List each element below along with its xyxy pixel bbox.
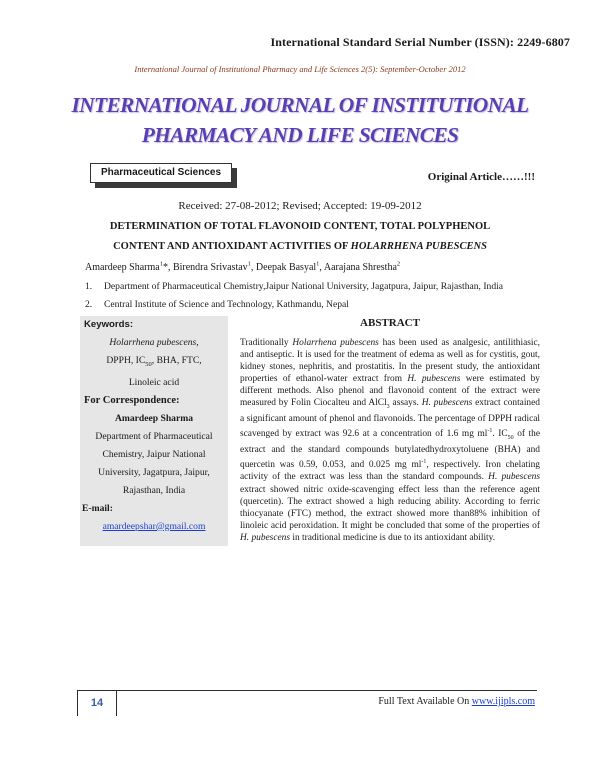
author — [324, 262, 400, 273]
footer-divider — [77, 690, 537, 691]
email-label: E-mail: — [82, 502, 113, 514]
correspondence-name: Amardeep Sharma — [114, 412, 194, 424]
abs-seg: 50 — [507, 435, 514, 442]
correspondence-label: For Correspondence: — [84, 394, 180, 406]
affiliation-1 — [85, 281, 503, 292]
abs-seg: Traditionally — [240, 338, 293, 348]
abstract-heading: ABSTRACT — [360, 317, 420, 329]
category-box: Pharmaceutical Sciences — [90, 163, 232, 183]
affiliation-number: 1. — [85, 281, 93, 292]
abs-seg: Holarrhena pubescens — [292, 338, 379, 348]
author-sup: 1 — [247, 261, 251, 268]
author-sep: , — [250, 262, 256, 274]
author — [85, 262, 173, 273]
keywords-line1: Holarrhena pubescens, — [109, 337, 199, 348]
affiliation-2 — [85, 299, 349, 310]
keywords-line2 — [80, 352, 228, 374]
affiliation-number: 2. — [85, 299, 93, 310]
sidebar-panel — [80, 316, 228, 546]
author-sup: 1 — [159, 261, 163, 268]
abs-seg: assays. — [389, 398, 422, 409]
abs-seg: . IC — [492, 429, 508, 440]
journal-citation-line: International Journal of Institutional Pharmacy and Life Sciences 2(5): September-October 2012 — [134, 64, 466, 74]
affiliation-text: Central Institute of Science and Technology, Kathmandu, Nepal — [104, 299, 349, 310]
article-title-line1: DETERMINATION OF TOTAL FLAVONOID CONTENT, TOTAL POLYPHENOL — [109, 221, 491, 232]
abs-seg: -1 — [487, 428, 493, 435]
abs-seg: H. pubescens — [240, 532, 290, 543]
abs-seg: 3 — [386, 404, 390, 411]
abs-seg: -1 — [421, 459, 427, 466]
abs-seg: extract showed nitric oxide-scavenging effect less than the reference agent (quercetin). The extract showed a high reducing ability. According to ferric thiocyanate (FTC) method, the extract showed more than88% inhibition of linoleic acid peroxidation. It might be concluded that some of the properties of — [240, 484, 540, 531]
abs-seg: in traditional medicine is due to its antioxidant ability. — [290, 532, 496, 543]
abs-seg: were estimated by different methods. Also phenol and flavonoid content of the extract were measured by Folin Ciocalteu and AlCl — [240, 374, 540, 409]
abs-seg: H. pubescens — [421, 398, 473, 409]
article-title-prefix: CONTENT AND ANTIOXIDANT ACTIVITIES OF — [113, 241, 351, 252]
author-sep: *, — [162, 262, 173, 274]
author-name: Birendra Srivastav — [172, 262, 248, 274]
email-link[interactable]: amardeepshar@gmail.com — [102, 520, 206, 532]
received-dates: Received: 27-08-2012; Revised; Accepted: 19-09-2012 — [178, 200, 422, 212]
issn-header: International Standard Serial Number (ISSN): 2249-6807 — [270, 35, 570, 49]
author — [173, 262, 256, 273]
author — [256, 262, 324, 273]
author-sup: 2 — [396, 261, 401, 268]
full-text-note — [378, 696, 535, 707]
address-line: Rajasthan, India — [122, 484, 186, 496]
abs-seg: H. pubescens — [488, 472, 540, 483]
author-name: Amardeep Sharma — [85, 262, 160, 274]
address-line: Department of Pharmaceutical — [95, 430, 213, 442]
abs-seg: H. pubescens — [407, 374, 461, 385]
page-number: 14 — [90, 697, 104, 709]
author-sep: , — [319, 262, 324, 274]
address-line: University, Jagatpura, Jaipur, — [98, 466, 210, 478]
keywords-line3: Linoleic acid — [128, 376, 180, 388]
author-name: Aarajana Shrestha — [323, 262, 397, 274]
abstract-body — [240, 337, 540, 544]
address-line: Chemistry, Jaipur National — [102, 448, 206, 460]
abs-seg: of the extract and the standard compounds butylatedhydroxytoluene (BHA) and quercetin was 0.59, 0.053, and 0.025 mg ml — [240, 429, 541, 471]
journal-url-link[interactable]: www.ijipls.com — [471, 696, 535, 707]
affiliation-text: Department of Pharmaceutical Chemistry,Jaipur National University, Jagatpura, Jaipur, Rajasthan, India — [104, 281, 504, 292]
author-sup: 1 — [316, 261, 320, 268]
keyword-bha: , BHA, FTC, — [151, 355, 202, 366]
author-list — [85, 261, 400, 273]
journal-title-line1: INTERNATIONAL JOURNAL OF INSTITUTIONAL — [71, 93, 529, 117]
article-title-line2 — [0, 241, 600, 252]
keyword-dpph: DPPH, IC — [106, 355, 146, 366]
keyword-sub: 50 — [145, 360, 152, 368]
abs-seg: , respectively. Iron chelating activity of the extract was less than the standard compounds. — [240, 460, 540, 483]
abs-seg: extract contained a significant amount of phenol and flavonoids. The percentage of DPPH radical scavenged by extract was 92.6 at a concentration of 1.6 mg ml — [240, 398, 540, 440]
article-type: Original Article……!!! — [427, 171, 535, 183]
abs-seg: has been used as analgesic, antilithiasic, and antiseptic. It is used for the treatment of edema as well as for cystitis, gout, kidney stones, nephritis, and prostatitis. In the present study, the antioxidant properties of ethanol-water extract from — [240, 338, 540, 385]
author-name: Deepak Basyal — [255, 262, 317, 274]
full-text-label: Full Text Available On — [378, 696, 472, 707]
article-title-species: HOLARRHENA PUBESCENS — [350, 241, 487, 252]
keywords-label: Keywords: — [84, 319, 134, 330]
journal-title-line2: PHARMACY AND LIFE SCIENCES — [141, 123, 459, 147]
